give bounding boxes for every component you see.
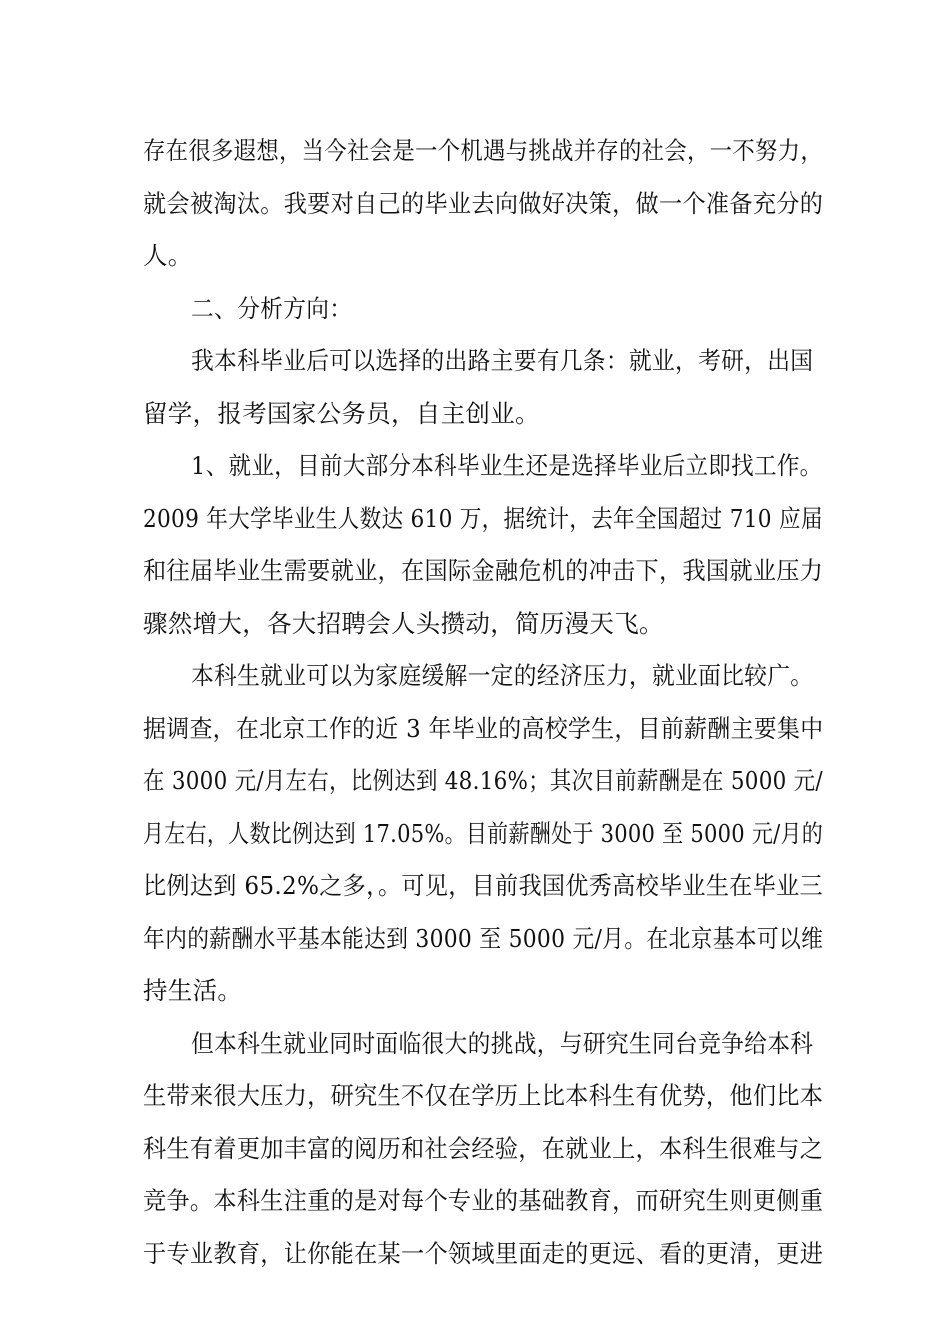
text-line: 持生活。 [143, 976, 243, 1005]
text-line: 年内的薪酬水平基本能达到 3000 至 5000 元/月。在北京基本可以维 [143, 924, 824, 953]
text-line: 留学，报考国家公务员，自主创业。 [143, 399, 540, 428]
text-line: 竞争。本科生注重的是对每个专业的基础教育，而研究生则更侧重 [143, 1186, 824, 1215]
text-line: 1、就业，目前大部分本科毕业生还是选择毕业后立即找工作。 [191, 451, 823, 480]
text-line: 存在很多遐想，当今社会是一个机遇与挑战并存的社会，一不努力， [143, 136, 823, 165]
text-line: 据调查，在北京工作的近 3 年毕业的高校学生，目前薪酬主要集中 [143, 714, 824, 743]
text-line: 科生有着更加丰富的阅历和社会经验，在就业上，本科生很难与之 [143, 1134, 824, 1163]
text-line: 但本科生就业同时面临很大的挑战，与研究生同台竞争给本科 [191, 1029, 814, 1058]
text-line: 和往届毕业生需要就业，在国际金融危机的冲击下，我国就业压力 [143, 556, 824, 585]
text-line: 我本科毕业后可以选择的出路主要有几条：就业，考研，出国 [191, 346, 814, 375]
text-line: 月左右，人数比例达到 17.05%。目前薪酬处于 3000 至 5000 元/月的 [143, 819, 824, 848]
text-line: 生带来很大压力，研究生不仅在学历上比本科生有优势，他们比本 [143, 1081, 824, 1110]
text-line: 骤然增大，各大招聘会人头攒动，简历漫天飞。 [143, 609, 664, 638]
text-line: 人。 [143, 241, 193, 270]
text-line: 本科生就业可以为家庭缓解一定的经济压力，就业面比较广。 [191, 661, 814, 690]
text-line: 在 3000 元/月左右，比例达到 48.16%；其次目前薪酬是在 5000 元/ [143, 766, 823, 795]
section-heading: 二、分析方向： [191, 294, 353, 323]
text-line: 比例达到 65.2%之多，。可见，目前我国优秀高校毕业生在毕业三 [143, 871, 823, 900]
text-line: 就会被淘汰。我要对自己的毕业去向做好决策，做一个准备充分的 [143, 189, 824, 218]
text-line: 于专业教育，让你能在某一个领域里面走的更远、看的更清，更进 [143, 1239, 824, 1268]
text-line: 2009 年大学毕业生人数达 610 万，据统计，去年全国超过 710 应届 [143, 504, 823, 533]
